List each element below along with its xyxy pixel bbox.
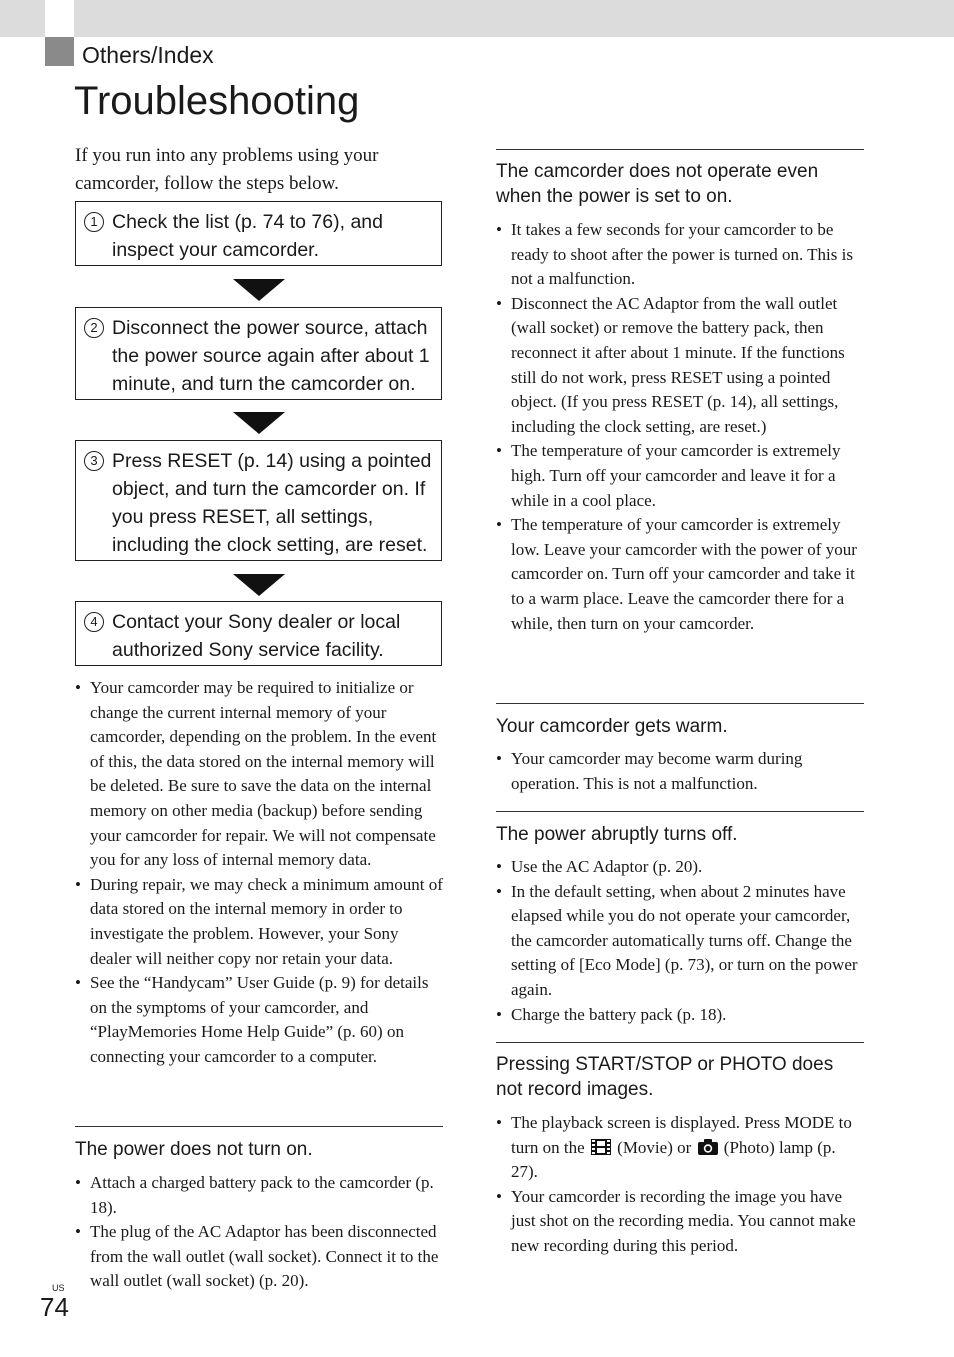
section-divider <box>75 1126 443 1127</box>
power-not-on-list <box>75 1171 443 1294</box>
list-item <box>496 1111 864 1185</box>
list-item: • Disconnect the AC Adaptor from the wall outlet (wall socket) or remove the battery pack, then reconnect it after about 1 minute. If the functions still do not work, press RESET using a pointed object. (If you press RESET (p. 14), all settings, including the clock setting, are reset.) <box>496 292 864 440</box>
step-text-4: Contact your Sony dealer or local authorized Sony service facility. <box>112 611 401 661</box>
list-item: • The plug of the AC Adaptor has been disconnected from the wall outlet (wall socket). Connect it to the wall outlet (wall socket) (p. 20). <box>75 1220 443 1294</box>
down-arrow-icon <box>233 412 285 434</box>
section-heading-power-not-on: The power does not turn on. <box>75 1139 313 1160</box>
notes-list <box>75 676 443 1070</box>
list-item: • See the “Handycam” User Guide (p. 9) for details on the symptoms of your camcorder, and “PlayMemories Home Help Guide” (p. 60) on connecting your camcorder to a computer. <box>75 971 443 1069</box>
section-divider <box>496 703 864 704</box>
list-item: • Your camcorder may be required to initialize or change the current internal memory of your camcorder, depending on the problem. In the event of this, the data stored on the internal memory will be deleted. Be sure to save the data on the internal memory on other media (backup) before sending your camcorder for repair. We will not compensate you for any loss of internal memory data. <box>75 676 443 873</box>
header-bar <box>0 0 954 37</box>
down-arrow-icon <box>233 574 285 596</box>
step-number-4: 4 <box>84 612 104 632</box>
step-box-2 <box>75 307 442 400</box>
movie-icon <box>591 1139 611 1155</box>
section-heading-start-stop: Pressing START/STOP or PHOTO does not record images. <box>496 1054 834 1100</box>
not-operate-list <box>496 218 864 636</box>
region-label: US <box>52 1283 65 1293</box>
step-text-2: Disconnect the power source, attach the power source again after about 1 minute, and turn the camcorder on. <box>112 317 430 395</box>
gets-warm-list <box>496 747 864 796</box>
page-number: 74 <box>40 1292 69 1322</box>
step-box-4 <box>75 601 442 666</box>
intro-text: If you run into any problems using your camcorder, follow the steps below. <box>75 145 379 194</box>
step-number-1: 1 <box>84 212 104 232</box>
list-item: • The temperature of your camcorder is extremely high. Turn off your camcorder and leave it for a while in a cool place. <box>496 439 864 513</box>
step-number-2: 2 <box>84 318 104 338</box>
list-item: • Your camcorder may become warm during operation. This is not a malfunction. <box>496 747 864 796</box>
list-item: • The temperature of your camcorder is extremely low. Leave your camcorder with the power of your camcorder on. Turn off your camcorder and take it to a warm place. Leave the camcorder there for a while, then turn on your camcorder. <box>496 513 864 636</box>
step-box-3 <box>75 440 442 561</box>
step-text-1: Check the list (p. 74 to 76), and inspect your camcorder. <box>112 211 383 261</box>
down-arrow-icon <box>233 279 285 301</box>
page-title: Troubleshooting <box>74 79 360 123</box>
list-item-text: The playback screen is displayed. Press MODE to turn on the <box>511 1113 852 1157</box>
section-divider <box>496 811 864 812</box>
section-label: Others/Index <box>82 42 214 68</box>
header-notch <box>45 0 74 37</box>
step-text-3: Press RESET (p. 14) using a pointed object, and turn the camcorder on. If you press RESET, all settings, including the clock setting, are reset. <box>112 450 432 556</box>
list-item: • Charge the battery pack (p. 18). <box>496 1003 864 1028</box>
list-item: • Your camcorder is recording the image you have just shot on the recording media. You cannot make new recording during this period. <box>496 1185 864 1259</box>
section-divider <box>496 1042 864 1043</box>
section-marker <box>45 37 74 66</box>
list-item: • Attach a charged battery pack to the camcorder (p. 18). <box>75 1171 443 1220</box>
list-item: • It takes a few seconds for your camcorder to be ready to shoot after the power is turned on. This is not a malfunction. <box>496 218 864 292</box>
list-item-text: (Photo) lamp (p. 27). <box>511 1137 836 1182</box>
section-divider <box>496 149 864 150</box>
section-heading-gets-warm: Your camcorder gets warm. <box>496 716 728 737</box>
camera-icon <box>698 1139 718 1155</box>
section-heading-power-off: The power abruptly turns off. <box>496 824 738 845</box>
list-item-text: (Movie) or <box>617 1137 692 1157</box>
list-item: • In the default setting, when about 2 minutes have elapsed while you do not operate your camcorder, the camcorder automatically turns off. Change the setting of [Eco Mode] (p. 73), or turn on the power again. <box>496 880 864 1003</box>
power-off-list <box>496 855 864 1027</box>
section-heading-not-operate: The camcorder does not operate even when the power is set to on. <box>496 161 819 207</box>
start-stop-list <box>496 1111 864 1259</box>
step-box-1 <box>75 201 442 266</box>
list-item: • Use the AC Adaptor (p. 20). <box>496 855 864 880</box>
step-number-3: 3 <box>84 451 104 471</box>
list-item: • During repair, we may check a minimum amount of data stored on the internal memory in order to investigate the problem. However, your Sony dealer will neither copy nor retain your data. <box>75 873 443 971</box>
